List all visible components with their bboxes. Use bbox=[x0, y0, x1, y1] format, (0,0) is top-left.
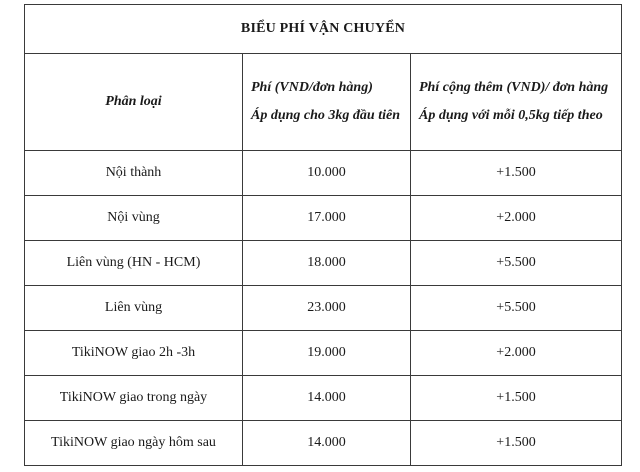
cell-fee: 23.000 bbox=[243, 286, 411, 331]
cell-category: TikiNOW giao trong ngày bbox=[25, 376, 243, 421]
cell-category: Nội vùng bbox=[25, 196, 243, 241]
table-title: BIỂU PHÍ VẬN CHUYỂN bbox=[25, 5, 622, 54]
cell-extra: +5.500 bbox=[411, 241, 622, 286]
header-fee-main-sub: Áp dụng cho 3kg đầu tiên bbox=[251, 108, 400, 123]
table-row bbox=[25, 151, 622, 196]
header-fee-extra-label: Phí cộng thêm (VND)/ đơn hàng bbox=[419, 80, 609, 95]
cell-fee: 10.000 bbox=[243, 151, 411, 196]
cell-extra: +2.000 bbox=[411, 331, 622, 376]
table-row bbox=[25, 421, 622, 466]
header-category: Phân loại bbox=[25, 54, 243, 151]
cell-fee: 18.000 bbox=[243, 241, 411, 286]
table-row bbox=[25, 286, 622, 331]
shipping-fee-table bbox=[24, 4, 622, 466]
cell-fee: 19.000 bbox=[243, 331, 411, 376]
cell-category: Nội thành bbox=[25, 151, 243, 196]
cell-extra: +5.500 bbox=[411, 286, 622, 331]
table-row bbox=[25, 196, 622, 241]
header-fee-extra-sub: Áp dụng với mỗi 0,5kg tiếp theo bbox=[419, 108, 603, 123]
cell-fee: 14.000 bbox=[243, 421, 411, 466]
header-fee-main bbox=[243, 54, 411, 151]
table-header-row bbox=[25, 54, 622, 151]
cell-extra: +1.500 bbox=[411, 151, 622, 196]
cell-category: Liên vùng bbox=[25, 286, 243, 331]
cell-fee: 17.000 bbox=[243, 196, 411, 241]
header-fee-extra bbox=[411, 54, 622, 151]
table-title-row bbox=[25, 5, 622, 54]
cell-extra: +2.000 bbox=[411, 196, 622, 241]
header-fee-main-label: Phí (VND/đơn hàng) bbox=[251, 80, 373, 95]
cell-fee: 14.000 bbox=[243, 376, 411, 421]
cell-category: TikiNOW giao 2h -3h bbox=[25, 331, 243, 376]
table-row bbox=[25, 331, 622, 376]
table-row bbox=[25, 241, 622, 286]
table-row bbox=[25, 376, 622, 421]
cell-category: TikiNOW giao ngày hôm sau bbox=[25, 421, 243, 466]
cell-category: Liên vùng (HN - HCM) bbox=[25, 241, 243, 286]
cell-extra: +1.500 bbox=[411, 421, 622, 466]
cell-extra: +1.500 bbox=[411, 376, 622, 421]
